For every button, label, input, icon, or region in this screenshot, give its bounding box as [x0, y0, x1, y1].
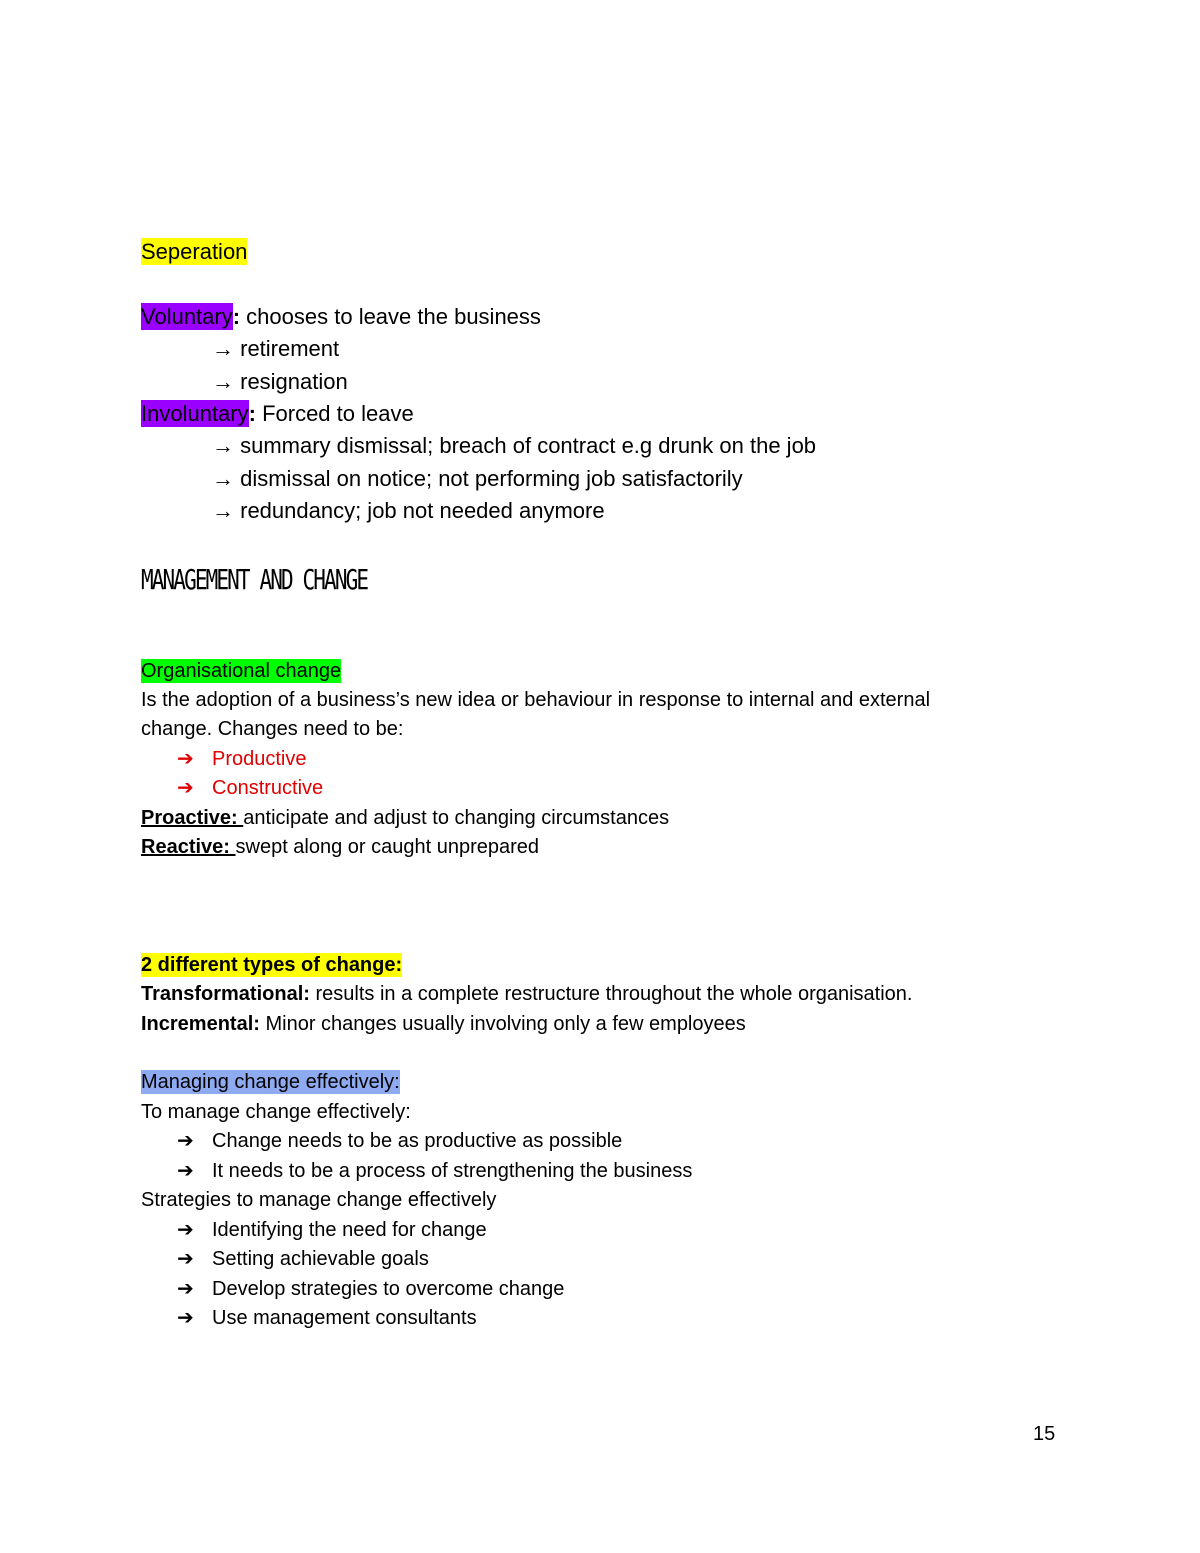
list-item: ➔ It needs to be a process of strengthening the business [177, 1157, 692, 1186]
voluntary-item: → resignation [212, 369, 348, 394]
list-item: ➔ Identifying the need for change [177, 1216, 487, 1245]
managing-heading: Managing change effectively: [141, 1071, 400, 1093]
list-item: ➔ Use management consultants [177, 1304, 477, 1333]
incremental-line: Incremental: Minor changes usually involving only a few employees [141, 1013, 746, 1035]
org-change-paragraph-line: change. Changes need to be: [141, 718, 404, 740]
org-change-paragraph-line: Is the adoption of a business’s new idea or behaviour in response to internal and external [141, 689, 931, 711]
list-item: ➔ Constructive [177, 774, 323, 803]
arrow-icon: ➔ [177, 777, 194, 799]
org-change-heading: Organisational change [141, 660, 342, 682]
list-item: ➔ Setting achievable goals [177, 1245, 429, 1274]
list-item: ➔ Develop strategies to overcome change [177, 1275, 564, 1304]
arrow-icon: ➔ [177, 1248, 194, 1270]
arrow-icon: ➔ [177, 1278, 194, 1300]
involuntary-item: → dismissal on notice; not performing job satisfactorily [212, 466, 743, 491]
proactive-line: Proactive: anticipate and adjust to changing circumstances [141, 807, 670, 829]
section-title: MANAGEMENT AND CHANGE [141, 563, 368, 596]
page-number: 15 [1033, 1423, 1056, 1445]
list-item: ➔ Productive [177, 745, 307, 774]
arrow-icon: ➔ [177, 748, 194, 770]
voluntary-item: → retirement [212, 336, 340, 361]
list-item: ➔ Change needs to be as productive as possible [177, 1127, 622, 1156]
transformational-line: Transformational: results in a complete restructure throughout the whole organisation. [141, 983, 913, 1005]
involuntary-item: → redundancy; job not needed anymore [212, 498, 605, 523]
voluntary-line: Voluntary: chooses to leave the business [141, 304, 541, 329]
managing-intro: To manage change effectively: [141, 1101, 411, 1123]
arrow-icon: ➔ [177, 1160, 194, 1182]
involuntary-line: Involuntary: Forced to leave [141, 401, 414, 426]
strategies-intro: Strategies to manage change effectively [141, 1189, 497, 1211]
arrow-icon: ➔ [177, 1219, 194, 1241]
involuntary-item: → summary dismissal; breach of contract e.g drunk on the job [212, 433, 817, 458]
separation-heading: Seperation [141, 239, 248, 264]
reactive-line: Reactive: swept along or caught unprepared [141, 836, 540, 858]
arrow-icon: ➔ [177, 1307, 194, 1329]
arrow-icon: ➔ [177, 1130, 194, 1152]
types-heading: 2 different types of change: [141, 954, 403, 976]
